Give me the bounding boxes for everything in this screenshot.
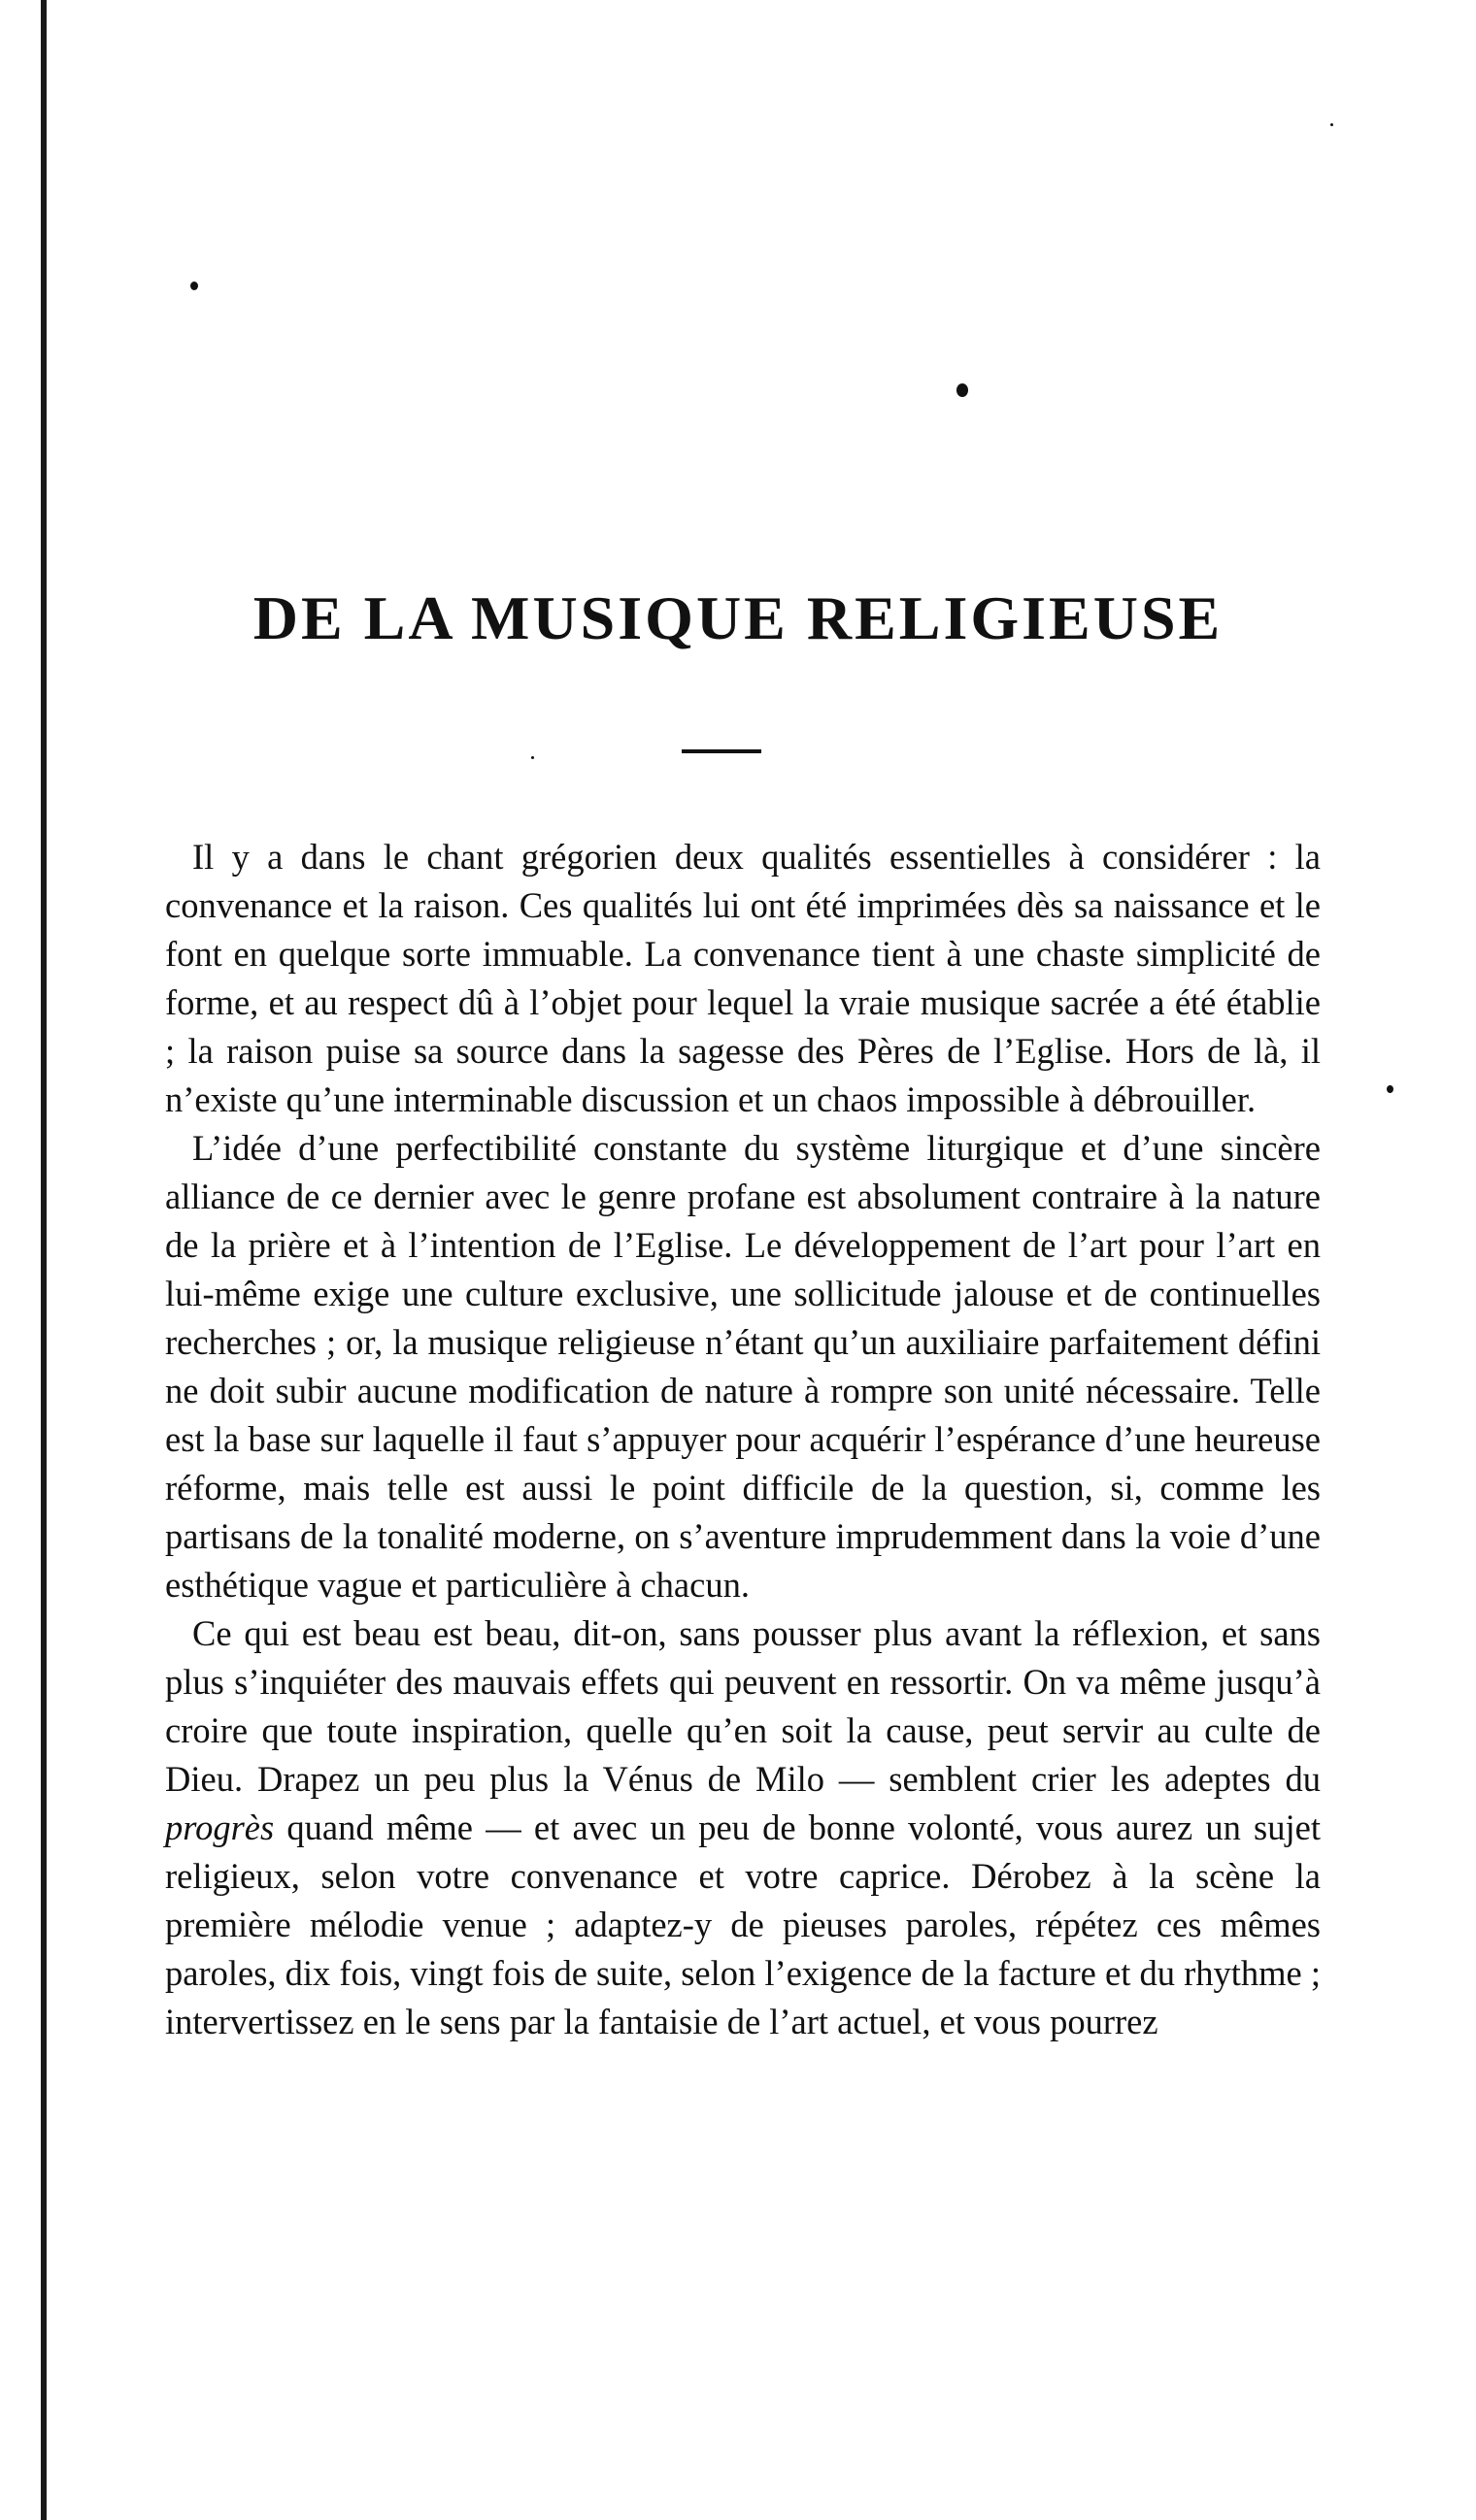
paragraph-3-text-after: quand même — et avec un peu de bonne volonté, vous aurez un sujet religieux, selon votre convenance et votre caprice. Dérobez à la scène la première mélodie venue ; adaptez-y de pieuses paroles, répétez ces mêmes paroles, dix fois, vingt fois de suite, selon l’exigence de la facture et du rhythme ; intervertissez en le sens par la fantaisie de l’art actuel, et vous pourrez (165, 1807, 1321, 2041)
ink-speck (1330, 123, 1333, 126)
paragraph-3 (165, 1609, 1321, 2046)
ink-speck (1387, 1085, 1393, 1093)
emphasis-progres: progrès (165, 1807, 275, 1847)
paragraph-1: Il y a dans le chant grégorien deux qualités essentielles à considérer : la convenance et la raison. Ces qualités lui ont été imprimées dès sa naissance et le font en quelque sorte immuable. La convenance tient à une chaste simplicité de forme, et au respect dû à l’objet pour lequel la vraie musique sacrée a été établie ; la raison puise sa source dans la sagesse des Pères de l’Eglise. Hors de là, il n’existe qu’une interminable discussion et un chaos impossible à débrouiller. (165, 837, 1321, 1119)
ink-speck (531, 756, 534, 759)
paragraph-3-text-before: Ce qui est beau est beau, dit-on, sans pousser plus avant la réflexion, et sans plus s’inquiéter des mauvais effets qui peuvent en ressortir. On va même jusqu’à croire que toute inspiration, quelle qu’en soit la cause, peut servir au culte de Dieu. Drapez un peu plus la Vénus de Milo — semblent crier les adeptes du (165, 1613, 1321, 1799)
page-title: DE LA MUSIQUE RELIGIEUSE (252, 583, 1224, 652)
ink-speck (956, 383, 968, 397)
paragraph-2: L’idée d’une perfectibilité constante du système liturgique et d’une sincère alliance de ce dernier avec le genre profane est absolument contraire à la nature de la prière et à l’intention de l’Eglise. Le développement de l’art pour l’art en lui-même exige une culture exclusive, une sollicitude jalouse et de continuelles recherches ; or, la musique religieuse n’étant qu’un auxiliaire parfaitement défini ne doit subir aucune modification de nature à rompre son unité nécessaire. Telle est la base sur laquelle il faut s’appuyer pour acquérir l’espérance d’une heureuse réforme, mais telle est aussi le point difficile de la question, si, comme les partisans de la tonalité moderne, on s’aventure imprudemment dans la voie d’une esthétique vague et particulière à chacun. (165, 1128, 1321, 1605)
body-text (165, 833, 1321, 2046)
ink-speck (190, 282, 198, 290)
title-rule (682, 749, 761, 753)
page-binding-edge (41, 0, 47, 2520)
